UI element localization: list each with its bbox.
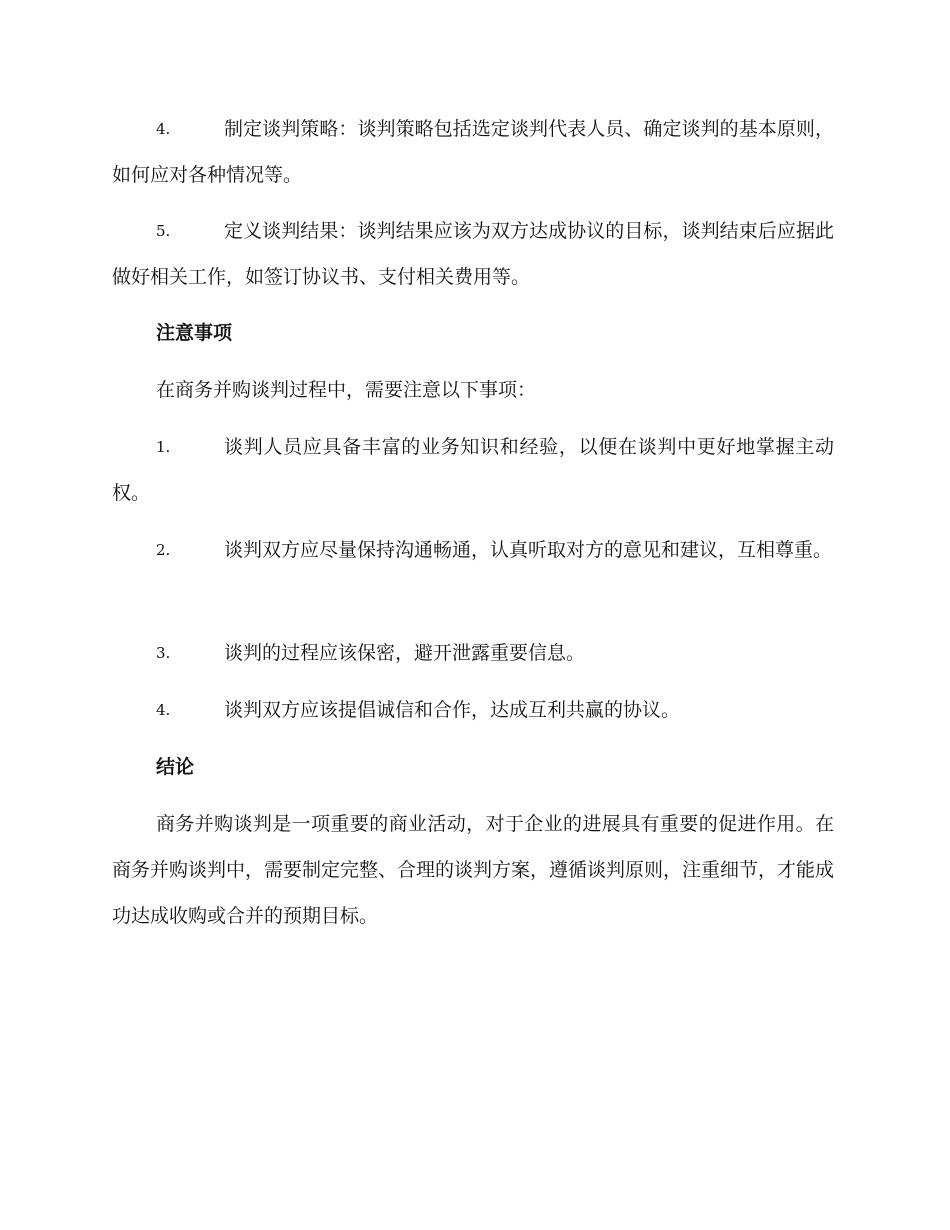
- list-item-number: 5.: [156, 222, 171, 240]
- conclusion-paragraph: [112, 801, 834, 939]
- list-item-text: 谈判的过程应该保密，避开泄露重要信息。: [224, 642, 586, 664]
- list-item-text: 制定谈判策略：谈判策略包括选定谈判代表人员、确定谈判的基本原则，如何应对各种情况等。: [112, 118, 834, 186]
- list-item-number: 2.: [156, 541, 171, 559]
- section-heading-conclusion: 结论: [156, 756, 195, 778]
- list-item: [112, 630, 834, 676]
- list-item-number: 3.: [156, 644, 171, 662]
- list-item-number: 4.: [156, 120, 171, 138]
- list-item: [112, 208, 834, 300]
- list-item-number: 1.: [156, 438, 171, 456]
- list-item-text: 定义谈判结果：谈判结果应该为双方达成协议的目标，谈判结束后应据此做好相关工作，如签订协议书、支付相关费用等。: [112, 220, 834, 288]
- notes-intro: 在商务并购谈判过程中，需要注意以下事项：: [156, 379, 537, 401]
- list-item: [112, 687, 834, 733]
- list-item-text: 谈判人员应具备丰富的业务知识和经验，以便在谈判中更好地掌握主动权。: [112, 436, 834, 504]
- list-item-text: 谈判双方应尽量保持沟通畅通，认真听取对方的意见和建议，互相尊重。: [224, 539, 833, 561]
- list-item: [112, 424, 834, 516]
- list-item: [112, 527, 834, 573]
- list-item-text: 谈判双方应该提倡诚信和合作，达成互利共赢的协议。: [224, 699, 681, 721]
- conclusion-text: 商务并购谈判是一项重要的商业活动，对于企业的进展具有重要的促进作用。在商务并购谈判中，需要制定完整、合理的谈判方案，遵循谈判原则，注重细节，才能成功达成收购或合并的预期目标。: [112, 813, 835, 927]
- list-item-number: 4.: [156, 701, 171, 719]
- list-item: [112, 106, 834, 198]
- section-heading-notes: 注意事项: [156, 322, 233, 344]
